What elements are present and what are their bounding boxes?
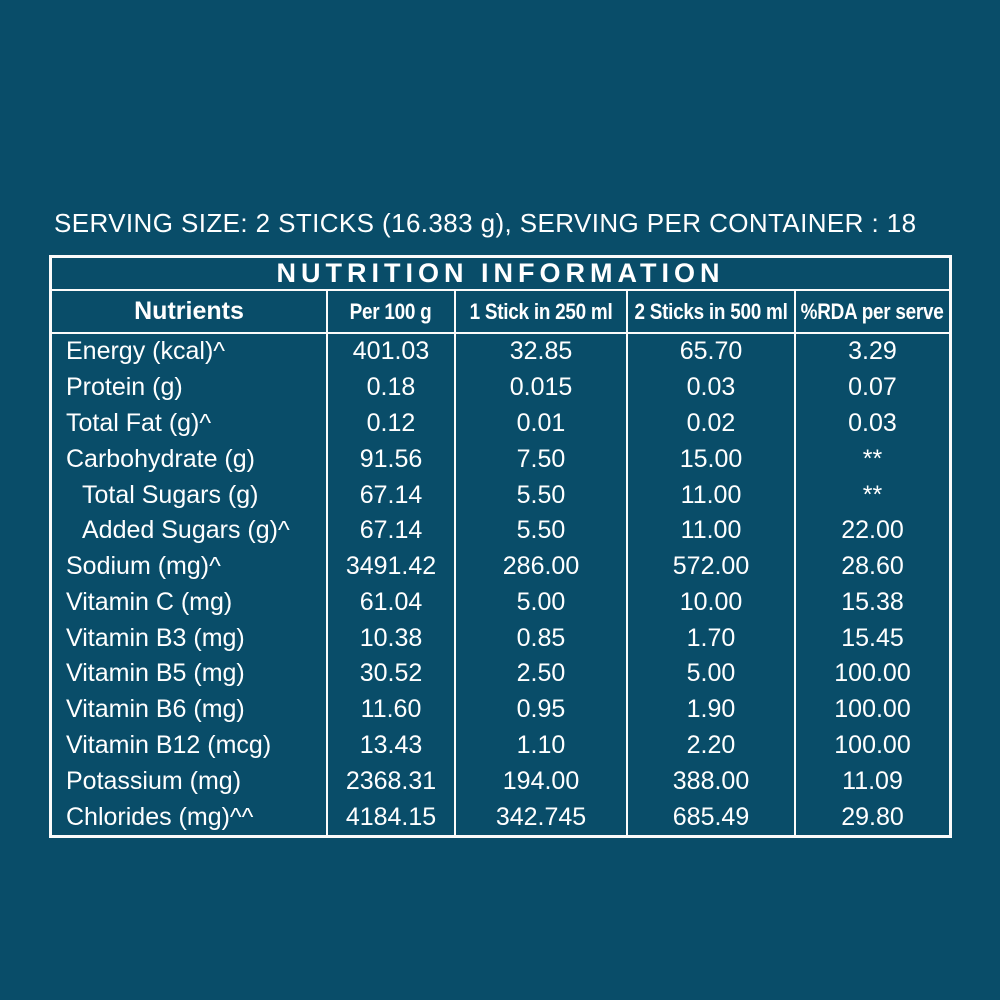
value-rda: 22.00 bbox=[794, 513, 949, 549]
value-rda: 15.38 bbox=[794, 584, 949, 620]
value-per-100g: 0.12 bbox=[326, 406, 454, 442]
value-1-stick: 7.50 bbox=[454, 441, 626, 477]
value-2-sticks: 2.20 bbox=[626, 728, 794, 764]
value-1-stick: 1.10 bbox=[454, 728, 626, 764]
nutrient-name: Potassium (mg) bbox=[66, 766, 242, 795]
value-per-100g: 4184.15 bbox=[326, 799, 454, 835]
nutrient-name: Energy (kcal)^ bbox=[66, 337, 225, 366]
nutrient-name: Sodium (mg)^ bbox=[66, 552, 221, 581]
value-2-sticks: 388.00 bbox=[626, 763, 794, 799]
value-1-stick: 0.01 bbox=[454, 406, 626, 442]
nutrient-name: Added Sugars (g)^ bbox=[82, 516, 290, 545]
value-2-sticks: 572.00 bbox=[626, 549, 794, 585]
value-1-stick: 286.00 bbox=[454, 549, 626, 585]
nutrient-name: Carbohydrate (g) bbox=[66, 444, 255, 473]
value-1-stick: 5.00 bbox=[454, 584, 626, 620]
value-per-100g: 0.18 bbox=[326, 370, 454, 406]
value-1-stick: 0.85 bbox=[454, 620, 626, 656]
value-rda: ** bbox=[794, 477, 949, 513]
value-rda: 100.00 bbox=[794, 728, 949, 764]
table-title: NUTRITION INFORMATION bbox=[52, 258, 949, 291]
value-2-sticks: 5.00 bbox=[626, 656, 794, 692]
nutrient-name: Vitamin B12 (mcg) bbox=[66, 731, 272, 760]
value-2-sticks: 65.70 bbox=[626, 334, 794, 370]
nutrient-name: Total Sugars (g) bbox=[82, 480, 259, 509]
value-rda: 0.03 bbox=[794, 406, 949, 442]
value-2-sticks: 1.70 bbox=[626, 620, 794, 656]
value-per-100g: 67.14 bbox=[326, 513, 454, 549]
value-1-stick: 5.50 bbox=[454, 513, 626, 549]
value-2-sticks: 15.00 bbox=[626, 441, 794, 477]
nutrient-name: Vitamin B6 (mg) bbox=[66, 695, 245, 724]
value-rda: 28.60 bbox=[794, 549, 949, 585]
value-rda: 100.00 bbox=[794, 692, 949, 728]
col-header-per-100g: Per 100 g bbox=[326, 291, 454, 334]
value-2-sticks: 1.90 bbox=[626, 692, 794, 728]
col-header-1-stick-250ml: 1 Stick in 250 ml bbox=[454, 291, 626, 334]
value-1-stick: 0.95 bbox=[454, 692, 626, 728]
value-1-stick: 2.50 bbox=[454, 656, 626, 692]
value-1-stick: 5.50 bbox=[454, 477, 626, 513]
value-per-100g: 30.52 bbox=[326, 656, 454, 692]
value-rda: ** bbox=[794, 441, 949, 477]
value-2-sticks: 0.02 bbox=[626, 406, 794, 442]
nutrient-name: Vitamin C (mg) bbox=[66, 587, 233, 616]
value-per-100g: 401.03 bbox=[326, 334, 454, 370]
col-header-2-sticks-500ml: 2 Sticks in 500 ml bbox=[626, 291, 794, 334]
value-rda: 0.07 bbox=[794, 370, 949, 406]
value-2-sticks: 11.00 bbox=[626, 477, 794, 513]
value-2-sticks: 11.00 bbox=[626, 513, 794, 549]
value-per-100g: 67.14 bbox=[326, 477, 454, 513]
value-1-stick: 32.85 bbox=[454, 334, 626, 370]
nutrient-name: Protein (g) bbox=[66, 373, 183, 402]
value-2-sticks: 0.03 bbox=[626, 370, 794, 406]
value-rda: 11.09 bbox=[794, 763, 949, 799]
nutrition-table bbox=[49, 255, 952, 838]
value-rda: 29.80 bbox=[794, 799, 949, 835]
value-rda: 3.29 bbox=[794, 334, 949, 370]
nutrient-name: Vitamin B5 (mg) bbox=[66, 659, 245, 688]
value-2-sticks: 10.00 bbox=[626, 584, 794, 620]
value-1-stick: 0.015 bbox=[454, 370, 626, 406]
value-rda: 15.45 bbox=[794, 620, 949, 656]
value-per-100g: 11.60 bbox=[326, 692, 454, 728]
col-header-nutrients: Nutrients bbox=[52, 291, 326, 334]
nutrient-name: Total Fat (g)^ bbox=[66, 408, 212, 437]
value-1-stick: 194.00 bbox=[454, 763, 626, 799]
value-per-100g: 2368.31 bbox=[326, 763, 454, 799]
col-header-rda-per-serve: %RDA per serve bbox=[794, 291, 949, 334]
nutrient-name: Chlorides (mg)^^ bbox=[66, 802, 254, 831]
value-2-sticks: 685.49 bbox=[626, 799, 794, 835]
value-per-100g: 13.43 bbox=[326, 728, 454, 764]
value-rda: 100.00 bbox=[794, 656, 949, 692]
serving-size-text: SERVING SIZE: 2 STICKS (16.383 g), SERVING PER CONTAINER : 18 bbox=[54, 208, 917, 238]
nutrient-name: Vitamin B3 (mg) bbox=[66, 623, 245, 652]
value-1-stick: 342.745 bbox=[454, 799, 626, 835]
value-per-100g: 3491.42 bbox=[326, 549, 454, 585]
value-per-100g: 91.56 bbox=[326, 441, 454, 477]
value-per-100g: 61.04 bbox=[326, 584, 454, 620]
value-per-100g: 10.38 bbox=[326, 620, 454, 656]
